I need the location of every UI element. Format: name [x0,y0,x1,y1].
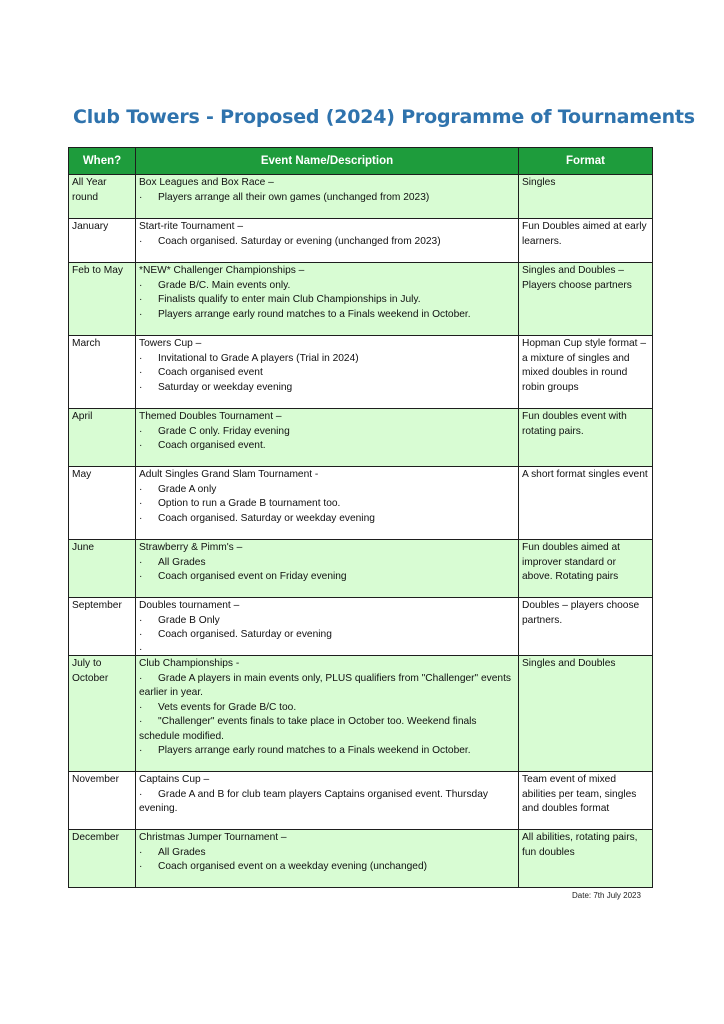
cell-format: Fun doubles event with rotating pairs. [519,409,653,467]
cell-format: Team event of mixed abilities per team, singles and doubles format [519,772,653,830]
cell-when: July to October [69,656,136,772]
cell-format: Singles [519,175,653,219]
cell-event [136,219,519,263]
cell-when: September [69,598,136,656]
event-detail: · Finalists qualify to enter main Club Championships in July. [139,293,515,308]
event-detail: · All Grades [139,556,515,571]
event-name: Start-rite Tournament – [139,221,243,232]
cell-when: June [69,540,136,598]
cell-event [136,336,519,409]
table-row [69,409,653,467]
event-detail: · Vets events for Grade B/C too. [139,701,515,716]
cell-event [136,656,519,772]
event-detail: · Coach organised. Saturday or evening [139,628,515,643]
table-row [69,336,653,409]
cell-event [136,263,519,336]
event-detail: · Grade A and B for club team players Captains organised event. Thursday evening. [139,788,515,817]
cell-format: Singles and Doubles – Players choose partners [519,263,653,336]
event-name: Themed Doubles Tournament – [139,411,282,422]
event-name: Club Championships - [139,658,240,669]
cell-when: November [69,772,136,830]
event-name: *NEW* Challenger Championships – [139,265,305,276]
event-detail: · "Challenger" events finals to take place in October too. Weekend finals schedule modified. [139,715,515,744]
table-row [69,467,653,540]
event-detail: · Players arrange all their own games (unchanged from 2023) [139,191,515,206]
event-detail: · Grade C only. Friday evening [139,425,515,440]
cell-when: Feb to May [69,263,136,336]
event-name: Box Leagues and Box Race – [139,177,274,188]
cell-when: April [69,409,136,467]
event-detail: · Grade A players in main events only, PLUS qualifiers from "Challenger" events earlier in year. [139,672,515,701]
table-row [69,598,653,656]
document-date: Date: 7th July 2023 [572,891,641,900]
event-detail: · All Grades [139,846,515,861]
event-detail: · Grade A only [139,483,515,498]
event-detail: · Coach organised event. [139,439,515,454]
event-name: Adult Singles Grand Slam Tournament - [139,469,319,480]
cell-format: All abilities, rotating pairs, fun doubles [519,830,653,888]
cell-format: Fun doubles aimed at improver standard or above. Rotating pairs [519,540,653,598]
cell-event [136,467,519,540]
table-row [69,772,653,830]
cell-event [136,540,519,598]
table-row [69,263,653,336]
cell-event [136,830,519,888]
header-format: Format [519,148,653,175]
event-detail: · Grade B/C. Main events only. [139,279,515,294]
event-detail: · Coach organised. Saturday or weekday evening [139,512,515,527]
table-header-row [69,148,653,175]
cell-format: Hopman Cup style format – a mixture of singles and mixed doubles in round robin groups [519,336,653,409]
event-detail: · Saturday or weekday evening [139,381,515,396]
cell-when: March [69,336,136,409]
cell-when: January [69,219,136,263]
cell-when: December [69,830,136,888]
event-name: Captains Cup – [139,774,210,785]
event-name: Doubles tournament – [139,600,240,611]
event-detail: · Option to run a Grade B tournament too. [139,497,515,512]
cell-format: Doubles – players choose partners. [519,598,653,656]
cell-format: Fun Doubles aimed at early learners. [519,219,653,263]
event-detail: · Coach organised event [139,366,515,381]
cell-event [136,175,519,219]
cell-event [136,772,519,830]
table-row [69,219,653,263]
cell-format: Singles and Doubles [519,656,653,772]
table-row [69,540,653,598]
event-detail: · Players arrange early round matches to a Finals weekend in October. [139,744,515,759]
cell-format: A short format singles event [519,467,653,540]
event-detail: · Coach organised event on a weekday evening (unchanged) [139,860,515,875]
cell-when: All Year round [69,175,136,219]
table-row [69,656,653,772]
header-event: Event Name/Description [136,148,519,175]
event-detail: · Players arrange early round matches to a Finals weekend in October. [139,308,515,323]
event-name: Strawberry & Pimm's – [139,542,243,553]
cell-event [136,409,519,467]
event-detail: · Coach organised. Saturday or evening (unchanged from 2023) [139,235,515,250]
header-when: When? [69,148,136,175]
page-title: Club Towers - Proposed (2024) Programme of Tournaments [73,106,695,128]
table-row [69,175,653,219]
cell-event [136,598,519,656]
event-name: Christmas Jumper Tournament – [139,832,287,843]
cell-when: May [69,467,136,540]
tournament-table [68,147,653,888]
event-name: Towers Cup – [139,338,202,349]
event-detail: · Grade B Only [139,614,515,629]
table-row [69,830,653,888]
event-detail: · Coach organised event on Friday evening [139,570,515,585]
event-detail: · Invitational to Grade A players (Trial in 2024) [139,352,515,367]
